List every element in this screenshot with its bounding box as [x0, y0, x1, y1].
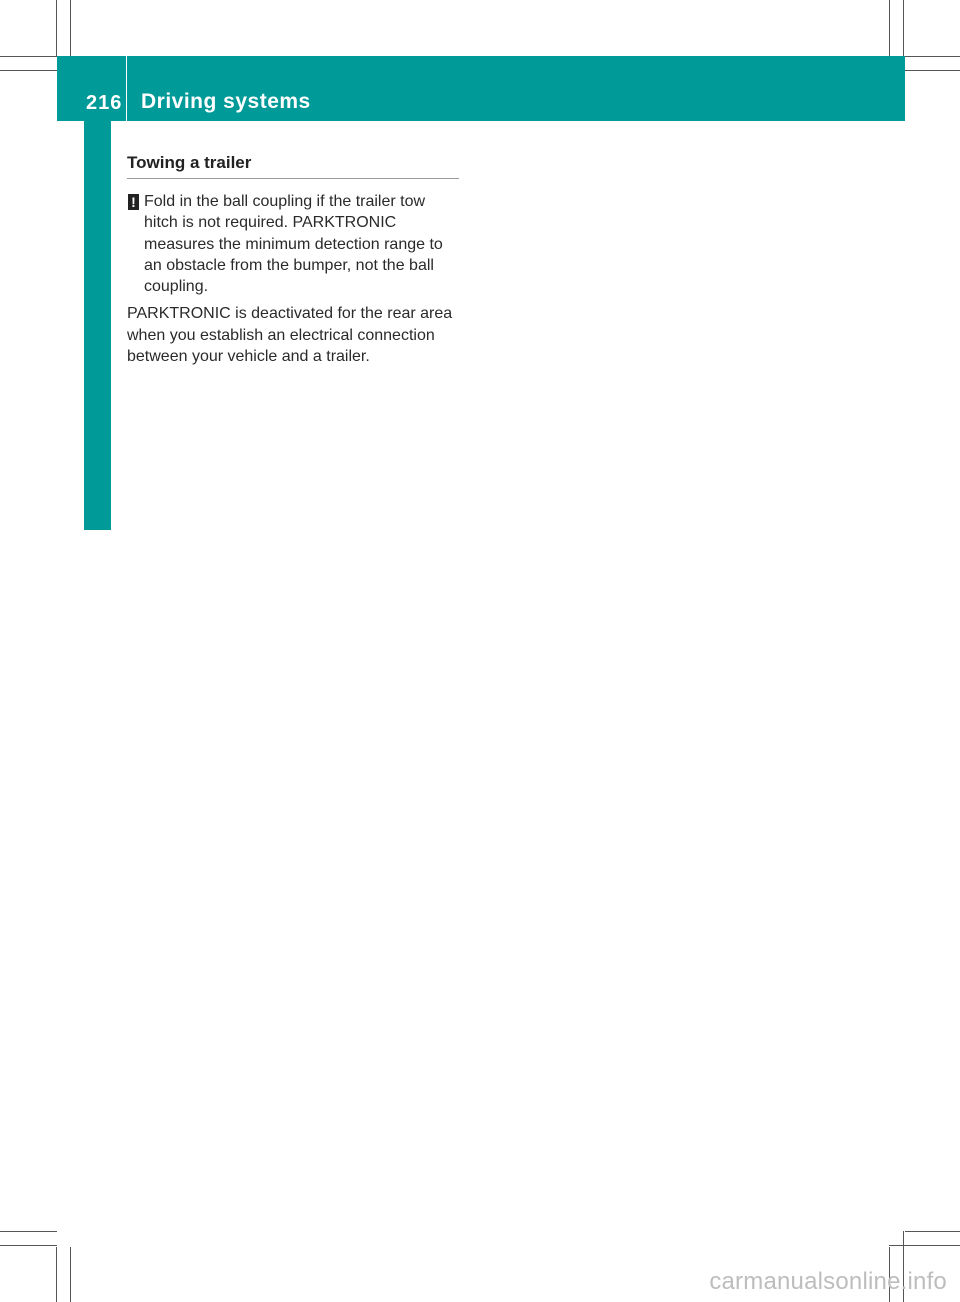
warning-icon: ! — [128, 194, 139, 210]
crop-mark — [905, 1231, 960, 1232]
crop-mark — [0, 56, 57, 57]
crop-mark — [56, 1247, 57, 1302]
crop-mark — [889, 1245, 960, 1246]
body-paragraph: PARKTRONIC is deactivated for the rear area when you establish an electrical connection between your vehicle and a trailer. — [127, 305, 453, 366]
crop-mark — [905, 70, 960, 71]
crop-mark — [56, 0, 57, 56]
crop-mark — [70, 0, 71, 56]
side-tab-label: Driving and parking — [83, 267, 108, 474]
header-divider — [126, 56, 127, 121]
content-heading: Towing a trailer — [127, 152, 459, 179]
section-title: Driving systems — [141, 90, 311, 113]
page-number: 216 — [86, 92, 123, 114]
warning-note-text: Fold in the ball coupling if the trailer tow hitch is not required. PARKTRONIC measures the minimum detection range to an obstacle from the bumper, not the ball coupling. — [144, 193, 443, 296]
crop-mark — [0, 1231, 57, 1232]
crop-mark — [903, 0, 904, 56]
crop-mark — [70, 1247, 71, 1302]
crop-mark — [889, 0, 890, 56]
crop-mark — [0, 70, 57, 71]
page-content — [127, 152, 459, 367]
warning-note — [127, 191, 459, 297]
crop-mark — [905, 56, 960, 57]
watermark: carmanualsonline.info — [709, 1268, 947, 1295]
crop-mark — [0, 1245, 57, 1246]
